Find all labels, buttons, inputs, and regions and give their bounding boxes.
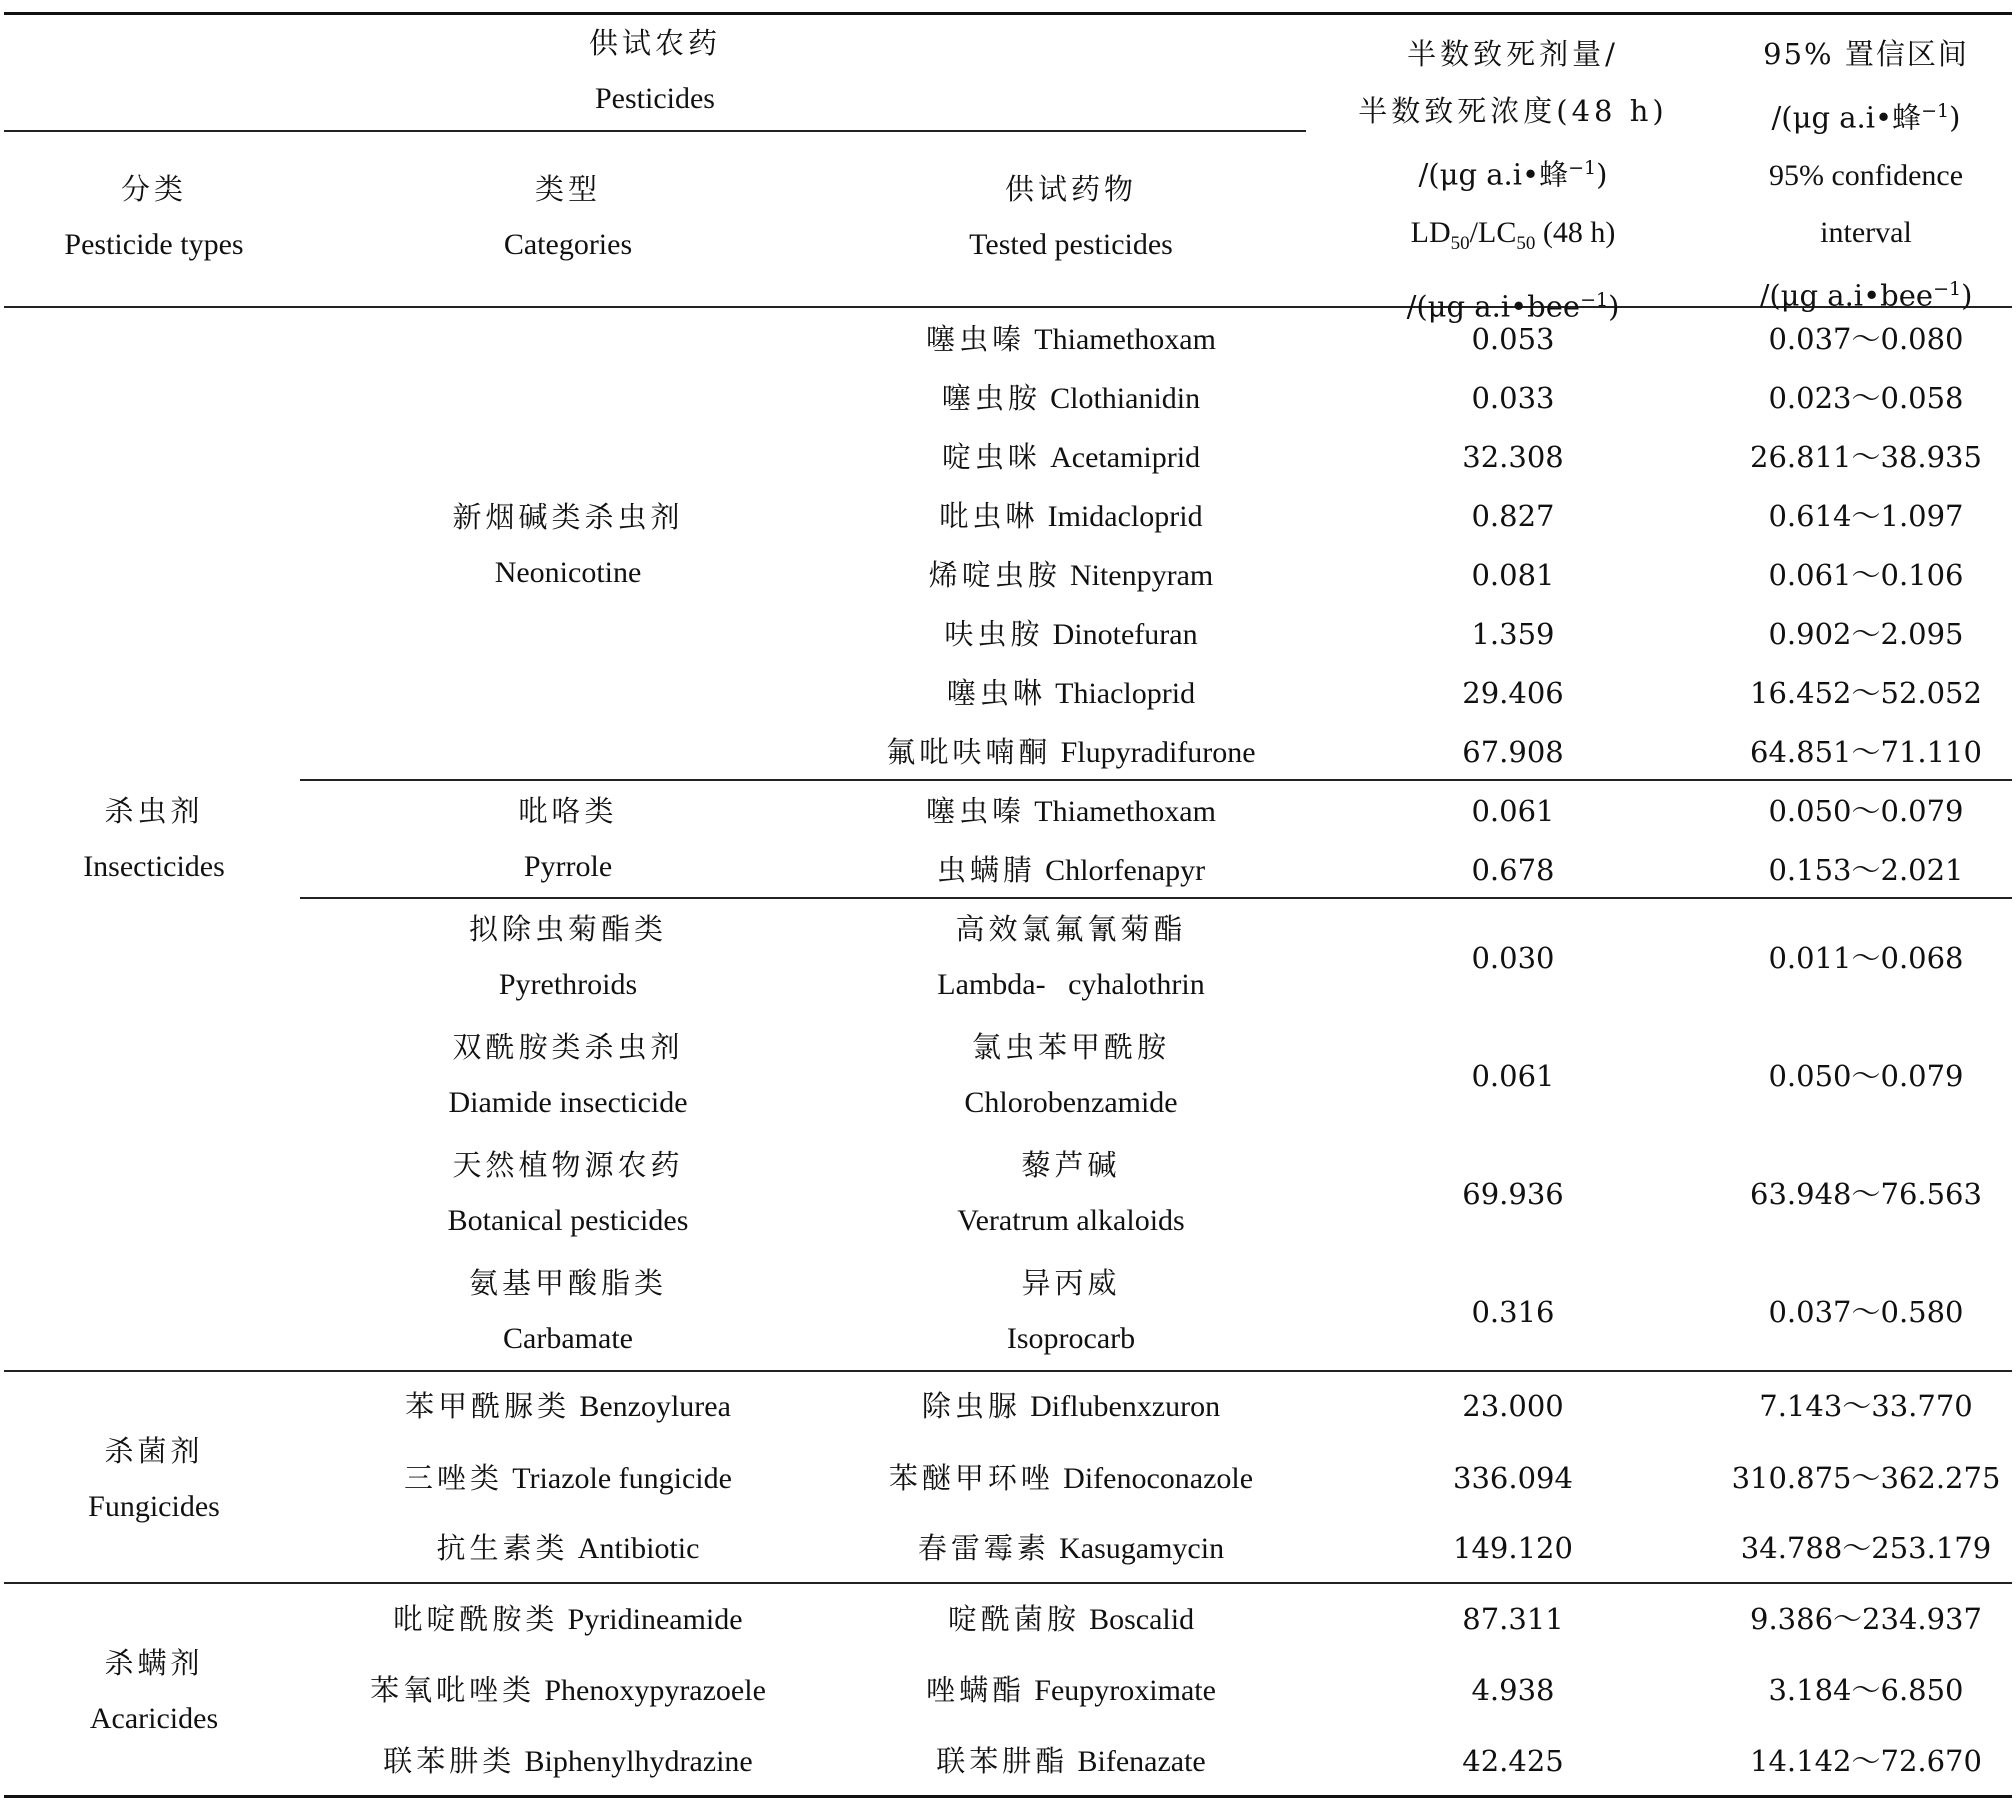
table-row-6-pesticide: 噻虫啉 Thiacloprid (946, 676, 1196, 710)
header-ld-line5: /(μg a.i•bee$^{-1}$) (1406, 288, 1620, 324)
table-row-18-pesticide: 唑螨酯 Feupyroximate (926, 1673, 1216, 1707)
table-row-17-pesticide: 啶酰菌胺 Boscalid (947, 1602, 1195, 1636)
header-ld50 (1306, 26, 1720, 335)
rule-fungicides (4, 1370, 2012, 1372)
table-row-7-ld50: 67.908 (1462, 735, 1564, 769)
table-row-6-ld50: 29.406 (1462, 676, 1564, 710)
header-ci (1720, 26, 2012, 324)
table-row-9-ci: 0.153～2.021 (1768, 853, 1964, 887)
table-row-12-ci: 63.948～76.563 (1750, 1177, 1982, 1211)
table-row-5-ld50: 1.359 (1471, 617, 1555, 651)
table-row-13-ld50: 0.316 (1471, 1295, 1555, 1329)
table-row-3-pesticide: 吡虫啉 Imidacloprid (939, 499, 1203, 533)
table-row-8-ci: 0.050～0.079 (1768, 794, 1964, 828)
table-row-18-ci: 3.184～6.850 (1768, 1673, 1964, 1707)
header-cat-zh: 类型 (534, 172, 601, 206)
header-ci-line5: /(μg a.i•bee$^{-1}$) (1759, 277, 1973, 313)
table-row-12-pesticide: 藜芦碱 Veratrum alkaloids (957, 1148, 1185, 1237)
header-tested-en: Tested pesticides (969, 228, 1173, 261)
header-ci-line4: interval (1820, 215, 1912, 249)
category-neonicotine: 新烟碱类杀虫剂 Neonicotine (452, 500, 684, 589)
table-row-2-ld50: 32.308 (1462, 440, 1564, 474)
table-row-10-ld50: 0.030 (1471, 941, 1555, 975)
table-row-10-ci: 0.011～0.068 (1768, 941, 1964, 975)
category-diamide: 双酰胺类杀虫剂 Diamide insecticide (448, 1030, 688, 1119)
bottom-rule (4, 1795, 2012, 1798)
table-row-18-ld50: 4.938 (1471, 1673, 1555, 1707)
group-insecticides: 杀虫剂 Insecticides (83, 794, 225, 883)
table-row-8-ld50: 0.061 (1471, 794, 1555, 828)
header-type-zh: 分类 (120, 172, 187, 206)
group-acaricides: 杀螨剂 Acaricides (89, 1646, 219, 1735)
table-row-11-pesticide: 氯虫苯甲酰胺 Chlorobenzamide (964, 1030, 1178, 1119)
category-pyrethroids: 拟除虫菊酯类 Pyrethroids (468, 912, 667, 1001)
category-phenoxypyrazoele: 苯氧吡唑类 Phenoxypyrazoele (370, 1673, 766, 1707)
table-row-19-ci: 14.142～72.670 (1750, 1744, 1982, 1778)
table-row-19-ld50: 42.425 (1462, 1744, 1564, 1778)
table-row-19-pesticide: 联苯肼酯 Bifenazate (936, 1744, 1206, 1778)
table-row-14-pesticide: 除虫脲 Diflubenxzuron (921, 1389, 1221, 1423)
table-row-4-pesticide: 烯啶虫胺 Nitenpyram (928, 558, 1214, 592)
table-row-11-ld50: 0.061 (1471, 1059, 1555, 1093)
header-ci-line2: /(μg a.i•蜂$^{-1}$) (1771, 100, 1961, 135)
table-row-15-ci: 310.875～362.275 (1731, 1461, 2001, 1495)
table-row-1-ci: 0.023～0.058 (1768, 381, 1964, 415)
table-row-17-ci: 9.386～234.937 (1750, 1602, 1982, 1636)
table-row-0-ci: 0.037～0.080 (1768, 322, 1964, 356)
table-row-16-ld50: 149.120 (1453, 1531, 1573, 1565)
group-fungicides: 杀菌剂 Fungicides (88, 1434, 220, 1523)
table-row-17-ld50: 87.311 (1462, 1602, 1564, 1636)
header-pesticides-en: Pesticides (595, 82, 715, 115)
table-row-0-ld50: 0.053 (1471, 322, 1555, 356)
header-sub-rule (4, 130, 1306, 132)
table-row-13-pesticide: 异丙威 Isoprocarb (1006, 1266, 1136, 1355)
table-row-16-pesticide: 春雷霉素 Kasugamycin (917, 1531, 1225, 1565)
table-row-9-pesticide: 虫螨腈 Chlorfenapyr (936, 853, 1206, 887)
category-carbamate: 氨基甲酸脂类 Carbamate (468, 1266, 667, 1355)
table-row-16-ci: 34.788～253.179 (1740, 1531, 1992, 1565)
table-row-14-ci: 7.143～33.770 (1759, 1389, 1973, 1423)
category-benzoylurea: 苯甲酰脲类 Benzoylurea (405, 1389, 731, 1423)
category-botanical: 天然植物源农药 Botanical pesticides (447, 1148, 689, 1237)
table-row-0-pesticide: 噻虫嗪 Thiamethoxam (926, 322, 1216, 356)
top-rule (4, 12, 2012, 15)
table-row-2-ci: 26.811～38.935 (1750, 440, 1982, 474)
table-row-3-ci: 0.614～1.097 (1768, 499, 1964, 533)
category-pyrrole: 吡咯类 Pyrrole (518, 794, 618, 883)
header-tested-zh: 供试药物 (1004, 172, 1137, 206)
table-row-10-pesticide: 高效氯氟氰菊酯 Lambda- cyhalothrin (937, 912, 1205, 1001)
table-row-9-ld50: 0.678 (1471, 853, 1555, 887)
table-row-14-ld50: 23.000 (1462, 1389, 1564, 1423)
table-row-6-ci: 16.452～52.052 (1750, 676, 1982, 710)
table-row-15-ld50: 336.094 (1453, 1461, 1573, 1495)
category-triazole: 三唑类 Triazole fungicide (404, 1461, 732, 1495)
header-pesticides (4, 26, 1306, 116)
header-cat-en: Categories (503, 228, 633, 261)
category-pyridineamide: 吡啶酰胺类 Pyridineamide (393, 1602, 743, 1636)
table-row-2-pesticide: 啶虫咪 Acetamiprid (941, 440, 1201, 474)
header-categories (300, 172, 836, 262)
table-row-4-ci: 0.061～0.106 (1768, 558, 1964, 592)
table-row-7-ci: 64.851～71.110 (1750, 735, 1982, 769)
rule-pyrrole (300, 779, 2012, 781)
rule-acaricides (4, 1582, 2012, 1584)
category-antibiotic: 抗生素类 Antibiotic (436, 1531, 700, 1565)
table-row-3-ld50: 0.827 (1471, 499, 1555, 533)
header-ci-line1: 95% 置信区间 (1763, 37, 1969, 71)
category-biphenylhydrazine: 联苯肼类 Biphenylhydrazine (383, 1744, 753, 1778)
rule-pyrethroids (300, 897, 2012, 899)
header-pesticides-zh: 供试农药 (588, 26, 721, 60)
table-row-1-pesticide: 噻虫胺 Clothianidin (941, 381, 1201, 415)
table-row-12-ld50: 69.936 (1462, 1177, 1564, 1211)
table-row-1-ld50: 0.033 (1471, 381, 1555, 415)
header-pesticide-types (4, 172, 304, 262)
table-row-5-pesticide: 呋虫胺 Dinotefuran (944, 617, 1198, 651)
header-type-en: Pesticide types (64, 228, 244, 261)
header-ld-line3: /(μg a.i•蜂$^{-1}$) (1418, 157, 1608, 192)
header-ld-line1: 半数致死剂量/ (1407, 37, 1619, 71)
table-row-4-ld50: 0.081 (1471, 558, 1555, 592)
table-row-13-ci: 0.037～0.580 (1768, 1295, 1964, 1329)
table-row-5-ci: 0.902～2.095 (1768, 617, 1964, 651)
table-row-15-pesticide: 苯醚甲环唑 Difenoconazole (888, 1461, 1254, 1495)
table-row-11-ci: 0.050～0.079 (1768, 1059, 1964, 1093)
header-ci-line3: 95% confidence (1768, 158, 1964, 192)
header-ld-line4: $LD_{50}/LC_{50}$ (48 h) (1410, 215, 1616, 254)
header-tested (836, 172, 1306, 262)
table-row-8-pesticide: 噻虫嗪 Thiamethoxam (926, 794, 1216, 828)
table-row-7-pesticide: 氟吡呋喃酮 Flupyradifurone (886, 735, 1256, 769)
header-ld-line2: 半数致死浓度(48 h) (1358, 94, 1668, 128)
